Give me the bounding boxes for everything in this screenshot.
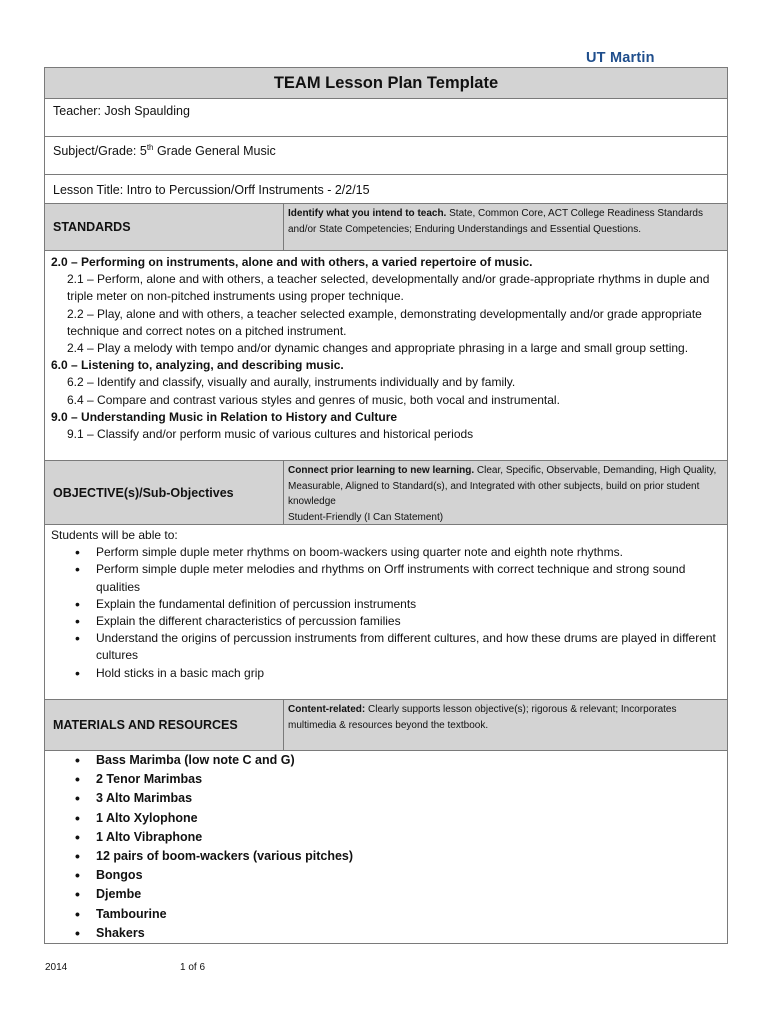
standard-item: 2.4 – Play a melody with tempo and/or dynamic changes and appropriate phrasing in a large and small group setting.	[67, 341, 689, 356]
material-item: • Bongos	[51, 866, 721, 885]
material-item: • Tambourine	[51, 905, 721, 924]
material-item: • 3 Alto Marimbas	[51, 789, 721, 808]
objectives-label: OBJECTIVE(s)/Sub-Objectives	[45, 461, 284, 524]
material-item: • 1 Alto Vibraphone	[51, 828, 721, 847]
material-item: • 1 Alto Xylophone	[51, 809, 721, 828]
form-title: TEAM Lesson Plan Template	[45, 68, 727, 99]
objective-item: • Hold sticks in a basic mach grip	[51, 665, 721, 682]
standard-item: 9.1 – Classify and/or perform music of various cultures and historical periods	[67, 427, 474, 442]
material-item: • Shakers	[51, 924, 721, 943]
standard-item: 6.4 – Compare and contrast various styles and genres of music, both vocal and instrumental.	[67, 392, 560, 407]
standards-description	[284, 204, 727, 250]
standard-heading: 6.0 – Listening to, analyzing, and describing music.	[51, 358, 344, 373]
standard-heading: 2.0 – Performing on instruments, alone and with others, a varied repertoire of music.	[51, 255, 533, 269]
objectives-desc2: Student-Friendly (I Can Statement)	[288, 511, 444, 523]
objective-item: • Perform simple duple meter melodies and rhythms on Orff instruments with correct technique and strong sound qualities	[51, 561, 721, 595]
material-item: • Bass Marimba (low note C and G)	[51, 751, 721, 770]
standard-heading: 9.0 – Understanding Music in Relation to History and Culture	[51, 409, 398, 424]
standards-content	[45, 251, 727, 461]
subject-sup: th	[146, 143, 154, 152]
objective-item: • Explain the fundamental definition of percussion instruments	[51, 596, 721, 613]
objectives-header	[45, 461, 727, 525]
subject-grade-field	[45, 137, 727, 175]
objective-item: • Understand the origins of percussion instruments from different cultures, and how these drums are played in different cultures	[51, 630, 721, 664]
subject-prefix: Subject/Grade: 5	[53, 144, 147, 158]
standard-item: 6.2 – Identify and classify, visually and aurally, instruments individually and by family.	[67, 375, 516, 390]
material-item: • Djembe	[51, 885, 721, 904]
material-item: • 12 pairs of boom-wackers (various pitches)	[51, 847, 721, 866]
objectives-content	[45, 525, 727, 700]
standards-desc-text: State, Common Core, ACT College Readiness Standards and/or State Competencies; Enduring Understandings and Essential Questions.	[288, 208, 703, 235]
objectives-list	[51, 544, 721, 682]
standards-desc-bold: Identify what you intend to teach.	[288, 208, 447, 219]
objectives-intro: Students will be able to:	[51, 528, 178, 542]
materials-header	[45, 700, 727, 751]
standards-label: STANDARDS	[45, 204, 284, 250]
material-item: • 2 Tenor Marimbas	[51, 770, 721, 789]
organization-name: UT Martin	[586, 50, 655, 66]
footer-page-number: 1 of 6	[180, 962, 206, 973]
standard-item: 2.1 – Perform, alone and with others, a teacher selected, developmentally and/or grade-appropriate rhythms in duple and triple meter on non-pitched instruments using proper technique.	[67, 272, 710, 304]
materials-description	[284, 700, 727, 750]
lesson-plan-form	[44, 67, 728, 944]
lesson-title-field: Lesson Title: Intro to Percussion/Orff Instruments - 2/2/15	[45, 175, 727, 204]
teacher-field: Teacher: Josh Spaulding	[45, 99, 727, 137]
materials-label: MATERIALS AND RESOURCES	[45, 700, 284, 750]
objectives-desc-text: Clear, Specific, Observable, Demanding, High Quality, Measurable, Aligned to Standard(s), and Integrated with other subjects, build on prior student knowledge	[288, 465, 717, 507]
materials-desc-bold: Content-related:	[288, 704, 366, 715]
materials-content	[45, 751, 727, 943]
objectives-desc-bold: Connect prior learning to new learning.	[288, 465, 475, 476]
standards-header	[45, 204, 727, 251]
objective-item: • Explain the different characteristics of percussion families	[51, 613, 721, 630]
materials-list	[51, 751, 721, 943]
footer-year: 2014	[45, 962, 68, 973]
objectives-description	[284, 461, 727, 524]
standard-item: 2.2 – Play, alone and with others, a teacher selected example, demonstrating developmentally and/or grade appropriate technique and correct notes on a pitched instrument.	[67, 306, 702, 338]
materials-desc-text: Clearly supports lesson objective(s); rigorous & relevant; Incorporates multimedia & resources beyond the textbook.	[288, 704, 677, 731]
subject-suffix: Grade General Music	[153, 144, 276, 158]
objective-item: • Perform simple duple meter rhythms on boom-wackers using quarter note and eighth note rhythms.	[51, 544, 721, 561]
